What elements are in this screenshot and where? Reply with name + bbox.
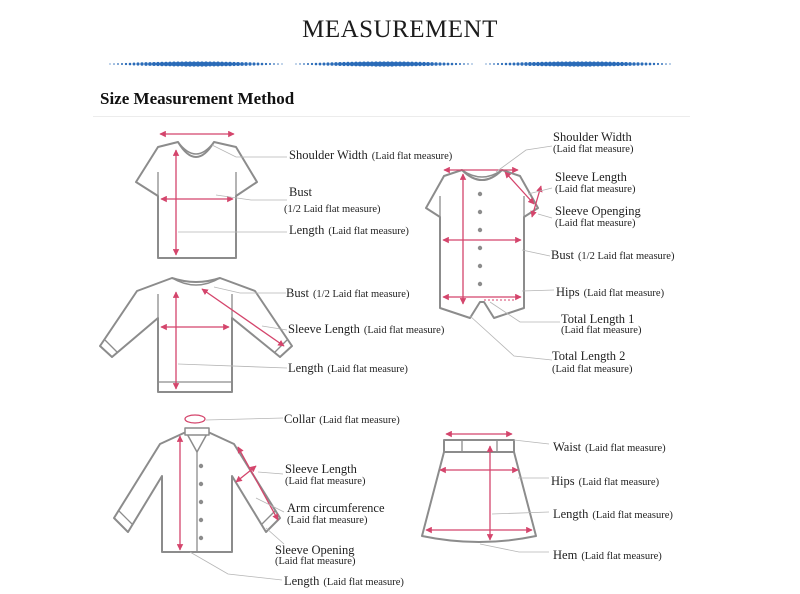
divider-dot <box>350 62 355 67</box>
divider-dot <box>164 62 169 67</box>
divider-dot <box>669 63 670 64</box>
divider-dot <box>661 63 663 65</box>
divider-dot <box>645 63 648 66</box>
divider-dot <box>455 63 457 65</box>
label-note: (1/2 Laid flat measure) <box>312 289 410 300</box>
label-note: (Laid flat measure) <box>285 475 366 487</box>
skirt-waist-label <box>553 439 666 455</box>
divider-dot <box>463 63 465 65</box>
tshirt-bust-note <box>284 200 381 216</box>
sweater-bust-label <box>286 285 409 301</box>
romper-illustration <box>426 170 538 318</box>
label-main: Sleeve Length <box>288 322 360 336</box>
divider-dot <box>281 63 282 64</box>
divider-dot <box>489 63 490 64</box>
sweater-sleeve-length-label <box>288 321 444 337</box>
divider-dot <box>471 63 472 64</box>
divider-dot <box>311 63 313 65</box>
divider-dot <box>505 63 508 66</box>
label-main: Arm circumference <box>287 501 385 515</box>
divider-dot <box>315 63 318 66</box>
label-main: Sleeve Length <box>285 462 357 476</box>
label-note: (Laid flat measure) <box>363 325 445 336</box>
label-note: (Laid flat measure) <box>319 415 400 426</box>
tshirt-shoulder-width-label <box>289 147 452 163</box>
label-note: (Laid flat measure) <box>555 217 636 229</box>
label-note: (Laid flat measure) <box>578 477 660 488</box>
divider-dot <box>322 62 325 65</box>
divider-dot <box>624 62 628 66</box>
romper-total-length-2-label <box>552 350 632 375</box>
divider-dot <box>121 63 123 65</box>
divider-dot <box>295 63 296 64</box>
label-main: Bust <box>286 286 309 300</box>
divider-dot <box>442 62 445 65</box>
divider-dot <box>257 63 260 66</box>
divider-dot <box>636 62 639 65</box>
label-main: Hips <box>556 285 580 299</box>
divider-dot <box>307 63 309 65</box>
shirt-collar-label <box>284 411 400 427</box>
label-note: (Laid flat measure) <box>592 510 673 521</box>
divider-dot <box>612 62 617 67</box>
divider-dot <box>632 62 636 66</box>
shirt-sleeve-length-label <box>285 463 365 487</box>
skirt-illustration <box>422 440 536 542</box>
divider-dot <box>152 62 156 66</box>
divider-dot <box>447 63 450 66</box>
divider-dot <box>265 63 267 65</box>
divider-dot <box>467 63 468 64</box>
divider-dot <box>261 63 264 66</box>
divider-dot <box>410 62 415 67</box>
divider-dot <box>493 63 495 65</box>
sweater-length-label <box>288 360 408 376</box>
label-main: Hips <box>551 474 575 488</box>
shirt-length-label <box>284 573 404 589</box>
divider-dot <box>269 63 271 65</box>
label-main: Bust <box>551 248 574 262</box>
divider-dot <box>532 62 536 66</box>
divider-dot <box>516 62 519 65</box>
divider-dot <box>426 62 430 66</box>
page-title: MEASUREMENT <box>302 16 498 43</box>
tshirt-bust-label <box>289 186 312 199</box>
divider-dot <box>628 62 632 66</box>
label-note: (Laid flat measure) <box>553 143 634 155</box>
label-note: (Laid flat measure) <box>552 363 633 375</box>
divider-dot <box>319 63 322 66</box>
divider-dot <box>512 62 515 65</box>
divider-dot <box>616 62 620 66</box>
divider-dot <box>224 62 229 67</box>
romper-sleeve-length-label <box>555 171 635 195</box>
shirt-sleeve-opening-label <box>275 544 355 567</box>
divider-dot <box>156 62 160 66</box>
label-main: Waist <box>553 440 582 454</box>
tshirt-length-label <box>289 222 409 238</box>
label-main: Total Length 2 <box>552 349 626 363</box>
divider-dot <box>640 62 643 65</box>
label-main: Hem <box>553 548 578 562</box>
divider-dot <box>346 62 350 66</box>
label-main: Length <box>284 574 320 588</box>
divider-dot <box>451 63 454 66</box>
divider-dot <box>342 62 346 66</box>
label-note: (Laid flat measure) <box>581 551 662 562</box>
divider-dot <box>544 62 549 67</box>
label-note: (Laid flat measure) <box>555 183 636 195</box>
label-main: Sleeve Opening <box>275 543 355 557</box>
label-note: (1/2 Laid flat measure) <box>577 251 675 262</box>
divider-dot <box>509 63 512 66</box>
label-main: Shoulder Width <box>289 148 368 162</box>
divider-dot <box>540 62 544 66</box>
label-note: (Laid flat measure) <box>287 514 368 526</box>
divider-dot <box>160 62 164 66</box>
label-main: Sleeve Openging <box>555 204 641 218</box>
label-note: (Laid flat measure) <box>561 324 642 336</box>
divider-dot <box>657 63 659 65</box>
divider-dot <box>422 62 426 66</box>
divider-dot <box>430 62 434 66</box>
divider-dot <box>140 62 143 65</box>
divider-dot <box>129 63 132 66</box>
divider-dot <box>418 62 422 66</box>
divider-dot <box>438 62 441 65</box>
sweater-illustration <box>100 278 292 392</box>
divider-dot <box>524 62 528 66</box>
divider-dot <box>434 62 438 66</box>
label-note: (Laid flat measure) <box>328 226 409 237</box>
label-main: Length <box>288 361 324 375</box>
label-note: (Laid flat measure) <box>323 577 404 588</box>
divider-dot <box>232 62 236 66</box>
label-note: (Laid flat measure) <box>371 151 453 162</box>
divider-dot <box>528 62 532 66</box>
shirt-arm-circumference-label <box>287 502 385 526</box>
divider-dot <box>240 62 244 66</box>
divider-dot <box>620 62 624 66</box>
divider-dot <box>252 62 255 65</box>
label-note: (Laid flat measure) <box>583 288 665 299</box>
divider-dot <box>326 62 329 65</box>
divider-dot <box>299 63 300 64</box>
divider-dot <box>136 62 139 65</box>
label-note: (Laid flat measure) <box>327 364 408 375</box>
divider-dot <box>653 63 655 65</box>
label-note: (Laid flat measure) <box>275 555 356 567</box>
divider-dot <box>334 62 338 66</box>
label-main: Bust <box>289 185 312 199</box>
romper-shoulder-width-label <box>553 131 633 155</box>
label-main: Collar <box>284 412 316 426</box>
divider-dot <box>338 62 342 66</box>
romper-hips-label <box>556 284 664 300</box>
divider-dot <box>501 63 503 65</box>
label-main: Sleeve Length <box>555 170 627 184</box>
divider-dot <box>236 62 240 66</box>
divider-dot <box>303 63 305 65</box>
divider-dot <box>117 63 119 65</box>
shirt-illustration <box>114 428 280 552</box>
divider-dot <box>113 63 115 65</box>
heading-rule <box>93 116 690 117</box>
divider-dot <box>414 62 419 67</box>
divider-dot <box>520 62 523 65</box>
label-main: Length <box>289 223 325 237</box>
romper-bust-label <box>551 247 674 263</box>
divider-dot <box>109 63 110 64</box>
skirt-hips-label <box>551 473 659 489</box>
skirt-length-label <box>553 506 673 522</box>
romper-sleeve-opening-label <box>555 205 641 229</box>
section-heading: Size Measurement Method <box>100 89 295 108</box>
divider-dot <box>144 62 148 66</box>
divider-dot <box>248 62 251 65</box>
divider-dot <box>665 63 667 65</box>
divider-dot <box>273 63 275 65</box>
tshirt-illustration <box>136 142 257 258</box>
divider-dot <box>459 63 461 65</box>
divider-dot <box>125 63 127 65</box>
romper-total-length-1-label <box>561 313 641 336</box>
divider-dot <box>148 62 152 66</box>
divider-dot <box>608 62 613 67</box>
divider-dot <box>244 62 248 66</box>
skirt-hem-label <box>553 547 662 563</box>
divider-dot <box>133 63 136 66</box>
label-main: Shoulder Width <box>553 130 632 144</box>
divider-dot <box>536 62 540 66</box>
divider-dot <box>330 62 334 66</box>
divider-dot <box>220 62 225 67</box>
divider-dot <box>497 63 499 65</box>
divider-dot <box>649 63 652 66</box>
label-note: (1/2 Laid flat measure) <box>284 204 381 215</box>
label-main: Total Length 1 <box>561 312 635 326</box>
label-note: (Laid flat measure) <box>585 443 666 454</box>
divider-dot <box>485 63 486 64</box>
divider-dot <box>228 62 232 66</box>
divider-dot <box>277 63 279 65</box>
label-main: Length <box>553 507 589 521</box>
dotted-divider <box>109 61 670 66</box>
